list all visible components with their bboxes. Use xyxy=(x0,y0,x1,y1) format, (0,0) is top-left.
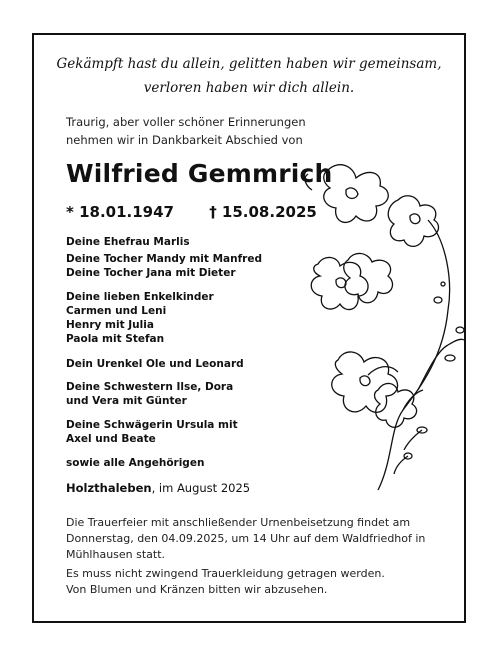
family-group-relatives xyxy=(66,456,204,470)
family-line: Deine Tocher Mandy mit Manfred xyxy=(66,253,262,265)
family-group-spouse xyxy=(66,235,190,249)
info-line-1: Die Trauerfeier mit anschließender Urnenbeisetzung findet am xyxy=(66,516,411,529)
intro-line-2: nehmen wir in Dankbarkeit Abschied von xyxy=(66,133,303,147)
family-line: Deine Tocher Jana mit Dieter xyxy=(66,267,236,279)
family-line: Deine lieben Enkelkinder xyxy=(66,291,214,303)
motto-line-2: verloren haben wir dich allein. xyxy=(143,80,355,96)
family-line: Carmen und Leni xyxy=(66,305,167,317)
deceased-name: Wilfried Gemmrich xyxy=(66,159,333,188)
family-line: und Vera mit Günter xyxy=(66,395,187,407)
motto-line-1: Gekämpft hast du allein, gelitten haben wir gemeinsam, xyxy=(56,56,442,72)
family-group-daughters xyxy=(66,252,262,280)
family-group-sisters xyxy=(66,380,233,408)
life-dates xyxy=(66,203,317,221)
birth-date: * 18.01.1947 xyxy=(66,203,174,221)
place-town: Holzthaleben xyxy=(66,481,152,495)
family-line: Deine Schwestern Ilse, Dora xyxy=(66,381,234,393)
family-line: Axel und Beate xyxy=(66,433,156,445)
intro-line-1: Traurig, aber voller schöner Erinnerungen xyxy=(66,115,306,129)
family-group-great-grandchildren xyxy=(66,357,244,371)
family-line: Deine Ehefrau Marlis xyxy=(66,236,190,248)
family-line: Paola mit Stefan xyxy=(66,333,165,345)
info-line-5: Von Blumen und Kränzen bitten wir abzusehen. xyxy=(66,583,328,596)
family-line: Dein Urenkel Ole und Leonard xyxy=(66,358,244,370)
info-line-4: Es muss nicht zwingend Trauerkleidung getragen werden. xyxy=(66,567,385,580)
family-line: Henry mit Julia xyxy=(66,319,154,331)
family-line: Deine Schwägerin Ursula mit xyxy=(66,419,238,431)
family-group-sister-in-law xyxy=(66,418,238,446)
info-line-2: Donnerstag, den 04.09.2025, um 14 Uhr auf dem Waldfriedhof in xyxy=(66,532,426,545)
death-date: † 15.08.2025 xyxy=(209,203,317,221)
place-and-date xyxy=(66,481,250,495)
place-date: , im August 2025 xyxy=(151,481,251,495)
family-line: sowie alle Angehörigen xyxy=(66,457,205,469)
info-line-3: Mühlhausen statt. xyxy=(66,548,166,561)
orchid-branch-icon xyxy=(298,160,466,500)
family-group-grandchildren xyxy=(66,290,214,346)
